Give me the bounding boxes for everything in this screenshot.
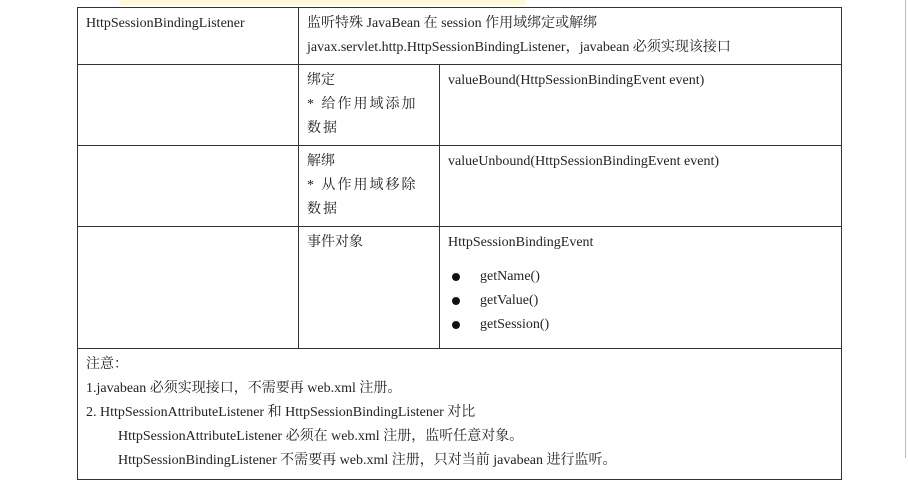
table-row: [78, 8, 842, 65]
listener-name: HttpSessionBindingListener: [78, 8, 299, 65]
page-edge: [905, 0, 906, 458]
desc-line: javax.servlet.http.HttpSessionBindingListener，javabean 必须实现该接口: [307, 40, 731, 55]
note-line: HttpSessionAttributeListener 必须在 web.xml 注册，监听任意对象。: [118, 429, 524, 444]
event-label: 事件对象: [299, 227, 440, 349]
table-row: [78, 65, 842, 146]
listener-table: [77, 7, 842, 480]
unbind-label: 解绑: [307, 154, 335, 169]
bind-label: 绑定: [307, 73, 335, 88]
table-row: [78, 146, 842, 227]
note-line: 2. HttpSessionAttributeListener 和 HttpSessionBindingListener 对比: [86, 405, 476, 420]
unbind-method: valueUnbound(HttpSessionBindingEvent event): [440, 146, 842, 227]
event-cell: [440, 227, 842, 349]
list-item: getName(): [448, 265, 833, 289]
list-item: getSession(): [448, 313, 833, 337]
listener-desc: [299, 8, 842, 65]
notes-cell: [78, 349, 842, 480]
table-row: [78, 349, 842, 480]
note-line: HttpSessionBindingListener 不需要再 web.xml 注册，只对当前 javabean 进行监听。: [118, 453, 617, 468]
event-methods: [448, 265, 833, 337]
bind-method: valueBound(HttpSessionBindingEvent event): [440, 65, 842, 146]
list-item: getValue(): [448, 289, 833, 313]
unbind-cell: [299, 146, 440, 227]
highlight-strip: [120, 0, 525, 5]
table-row: [78, 227, 842, 349]
note-line: 1.javabean 必须实现接口，不需要再 web.xml 注册。: [86, 381, 402, 396]
notes-title: 注意：: [86, 357, 128, 372]
bind-cell: [299, 65, 440, 146]
unbind-sub: * 从作用域移除数据: [307, 178, 418, 217]
event-class: HttpSessionBindingEvent: [448, 235, 594, 250]
bind-sub: * 给作用域添加数据: [307, 97, 418, 136]
desc-line: 监听特殊 JavaBean 在 session 作用域绑定或解绑: [307, 16, 598, 31]
